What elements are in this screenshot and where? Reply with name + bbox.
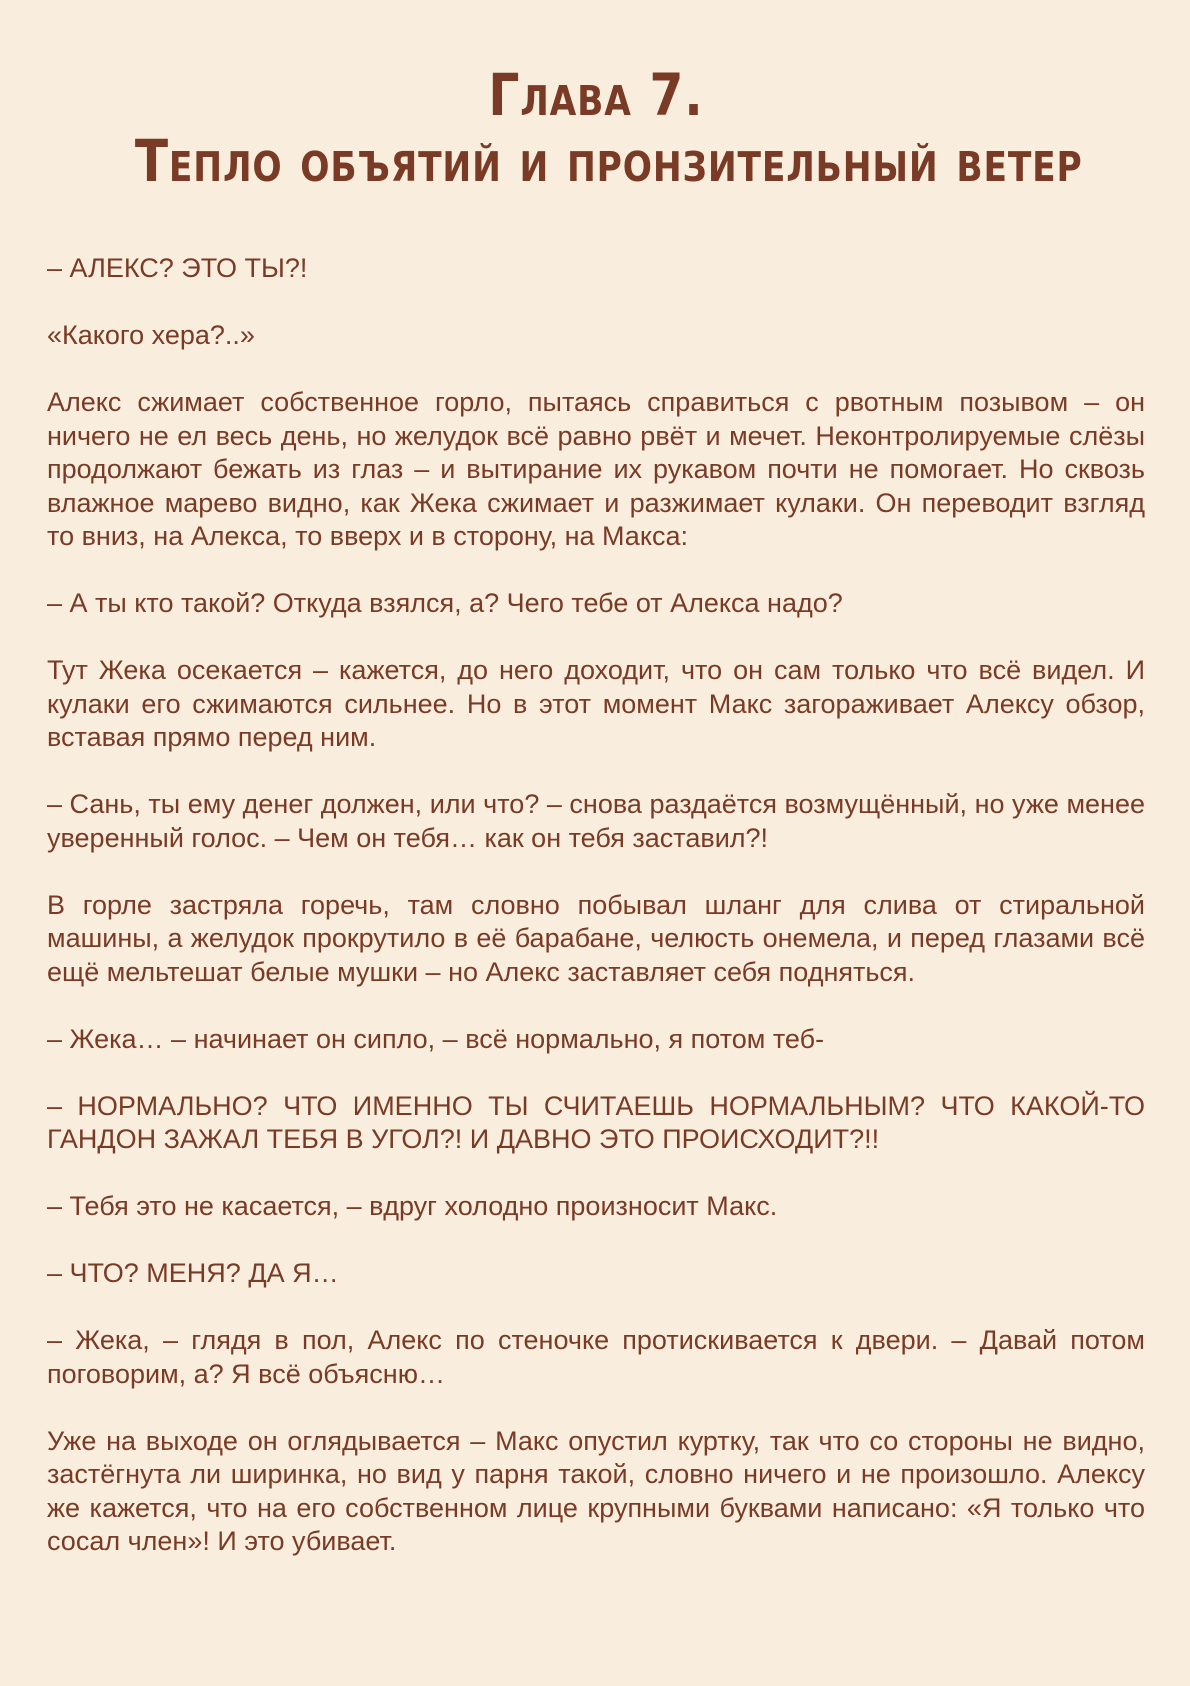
- chapter-title-line-1: Глава 7.: [488, 61, 704, 129]
- paragraph: – Сань, ты ему денег должен, или что? – снова раздаётся возмущённый, но уже менее уверенный голос. – Чем он тебя… как он тебя заставил?!: [47, 789, 1145, 853]
- paragraph: – Жека, – глядя в пол, Алекс по стеночке протискивается к двери. – Давай потом поговорим, а? Я всё объясню…: [47, 1325, 1145, 1389]
- paragraph: – ЧТО? МЕНЯ? ДА Я…: [47, 1258, 339, 1288]
- paragraph: – АЛЕКС? ЭТО ТЫ?!: [47, 253, 308, 283]
- paragraph: – А ты кто такой? Откуда взялся, а? Чего тебе от Алекса надо?: [47, 588, 843, 618]
- chapter-body: [47, 252, 1145, 1592]
- paragraph: Уже на выходе он оглядывается – Макс опустил куртку, так что со стороны не видно, застёгнута ли ширинка, но вид у парня такой, словно ничего и не произошло. Алексу же кажется, что на его собственном лице крупными буквами написано: «Я только что сосал член»! И это убивает.: [47, 1425, 1145, 1556]
- paragraph: В горле застряла горечь, там словно побывал шланг для слива от стиральной машины, а желудок прокрутило в её барабане, челюсть онемела, и перед глазами всё ещё мельтешат белые мушки – но Алекс заставляет себя подняться.: [47, 889, 1145, 987]
- paragraph: – Тебя это не касается, – вдруг холодно произносит Макс.: [47, 1191, 778, 1221]
- chapter-title-line-2: Тепло объятий и пронзительный ветер: [134, 127, 1083, 195]
- paragraph: – Жека… – начинает он сипло, – всё нормально, я потом теб-: [47, 1023, 825, 1054]
- paragraph: Алекс сжимает собственное горло, пытаясь справиться с рвотным позывом – он ничего не ел весь день, но желудок всё равно рвёт и мечет. Неконтролируемые слёзы продолжают бежать из глаз – и вытирание их рукавом почти не помогает. Но сквозь влажное марево видно, как Жека сжимает и разжимает кулаки. Он переводит взгляд то вниз, на Алекса, то вверх и в сторону, на Макса:: [47, 387, 1145, 551]
- paragraph: «Какого хера?..»: [47, 320, 255, 350]
- paragraph: Тут Жека осекается – кажется, до него доходит, что он сам только что всё видел. И кулаки его сжимаются сильнее. Но в этот момент Макс загораживает Алексу обзор, вставая прямо перед ним.: [47, 655, 1145, 752]
- chapter-title: [134, 61, 1083, 195]
- paragraph: – НОРМАЛЬНО? ЧТО ИМЕННО ТЫ СЧИТАЕШЬ НОРМАЛЬНЫМ? ЧТО КАКОЙ-ТО ГАНДОН ЗАЖАЛ ТЕБЯ В УГОЛ?! И ДАВНО ЭТО ПРОИСХОДИТ?!!: [47, 1090, 1145, 1154]
